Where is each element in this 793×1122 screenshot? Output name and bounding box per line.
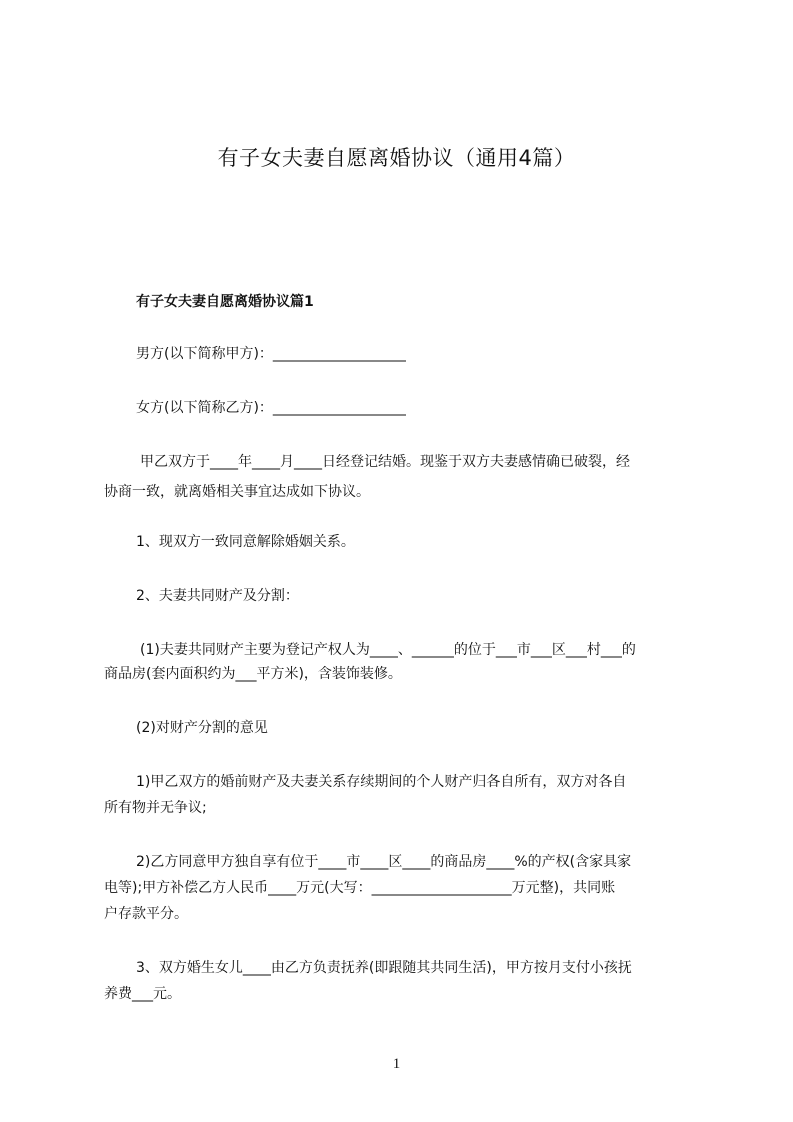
page-number: 1 — [392, 1056, 401, 1072]
opinion-2-line-2: 电等);甲方补偿乙方人民币____万元(大写：____________________万元整)，共同账 — [104, 880, 616, 896]
clause-3-line-2: 养费___元。 — [104, 986, 181, 1002]
clause-3-line-1: 3、双方婚生女儿____由乙方负责抚养(即跟随其共同生活)，甲方按月支付小孩抚 — [136, 960, 632, 976]
female-party-line: 女方(以下简称乙方)：___________________ — [136, 400, 406, 416]
document-title: 有子女夫妻自愿离婚协议（通用4篇） — [217, 146, 576, 170]
intro-paragraph-line-2: 协商一致，就离婚相关事宜达成如下协议。 — [104, 484, 370, 500]
sub-clause-1-line-1: (1)夫妻共同财产主要为登记产权人为____、______的位于___市___区___村___的 — [140, 642, 636, 658]
male-party-line: 男方(以下简称甲方)：___________________ — [136, 346, 406, 362]
opinion-1-line-1: 1)甲乙双方的婚前财产及夫妻关系存续期间的个人财产归各自所有，双方对各自 — [136, 774, 627, 790]
intro-paragraph-line-1: 甲乙双方于____年____月____日经登记结婚。现鉴于双方夫妻感情确已破裂，经 — [140, 454, 630, 470]
sub-clause-1-line-2: 商品房(套内面积约为___平方米)，含装饰装修。 — [104, 666, 402, 682]
opinion-1-line-2: 所有物并无争议; — [104, 800, 207, 816]
opinion-2-line-3: 户存款平分。 — [104, 906, 188, 922]
clause-1: 1、现双方一致同意解除婚姻关系。 — [136, 534, 355, 550]
opinion-2-line-1: 2)乙方同意甲方独自享有位于____市____区____的商品房____%的产权(含家具家 — [136, 854, 632, 870]
sub-clause-2: (2)对财产分割的意见 — [136, 720, 268, 736]
clause-2: 2、夫妻共同财产及分割： — [136, 588, 299, 604]
section-heading: 有子女夫妻自愿离婚协议篇1 — [136, 294, 314, 310]
